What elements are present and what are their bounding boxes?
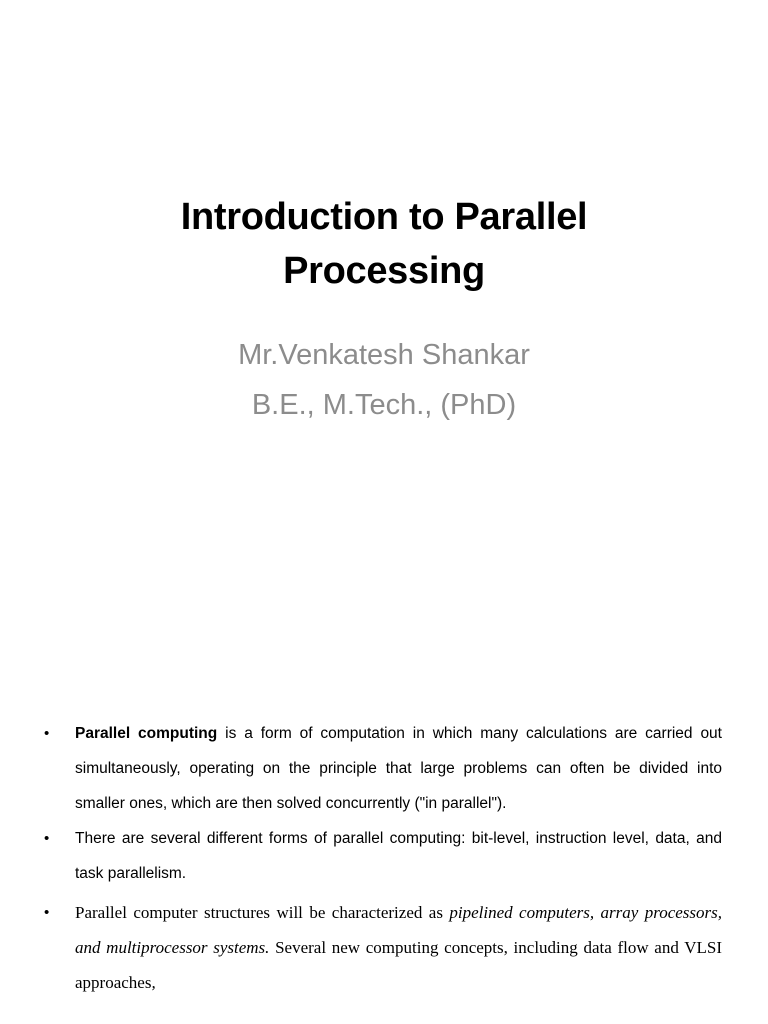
bullet-text: is a form of computation in which many calculations are carried out simultaneously, operating on the principle that large problems can often be divided into smaller ones, which are then solved concurrently ("in parallel"). bbox=[75, 725, 722, 812]
slide-title bbox=[0, 190, 768, 298]
bullet-marker: • bbox=[44, 904, 50, 921]
author-degrees: B.E., M.Tech., (PhD) bbox=[251, 389, 517, 421]
bullet-term: Parallel computing bbox=[75, 725, 218, 742]
bullet-text-italic: pipelined computers, array processors, and multiprocessor systems. bbox=[75, 903, 722, 957]
author-name: Mr.Venkatesh Shankar bbox=[238, 339, 530, 371]
bullet-marker: • bbox=[44, 830, 50, 847]
bullet-item-structures bbox=[44, 895, 722, 1000]
bullet-text: There are several different forms of parallel computing: bit-level, instruction level, data, and task parallelism. bbox=[75, 830, 722, 882]
bullet-item-parallel-computing bbox=[44, 716, 722, 821]
title-line-2: Processing bbox=[283, 250, 485, 292]
bullet-list bbox=[44, 716, 722, 1000]
bullet-text-tail: Several new computing concepts, including data flow and VLSI approaches bbox=[75, 938, 722, 992]
slide-subtitle bbox=[0, 330, 768, 430]
bullet-text-lead: Parallel computer structures will be characterized as bbox=[75, 903, 450, 922]
bullet-marker: • bbox=[44, 725, 50, 742]
bullet-text-end: , bbox=[151, 973, 156, 992]
bullet-item-forms bbox=[44, 821, 722, 891]
title-line-1: Introduction to Parallel bbox=[180, 196, 588, 238]
